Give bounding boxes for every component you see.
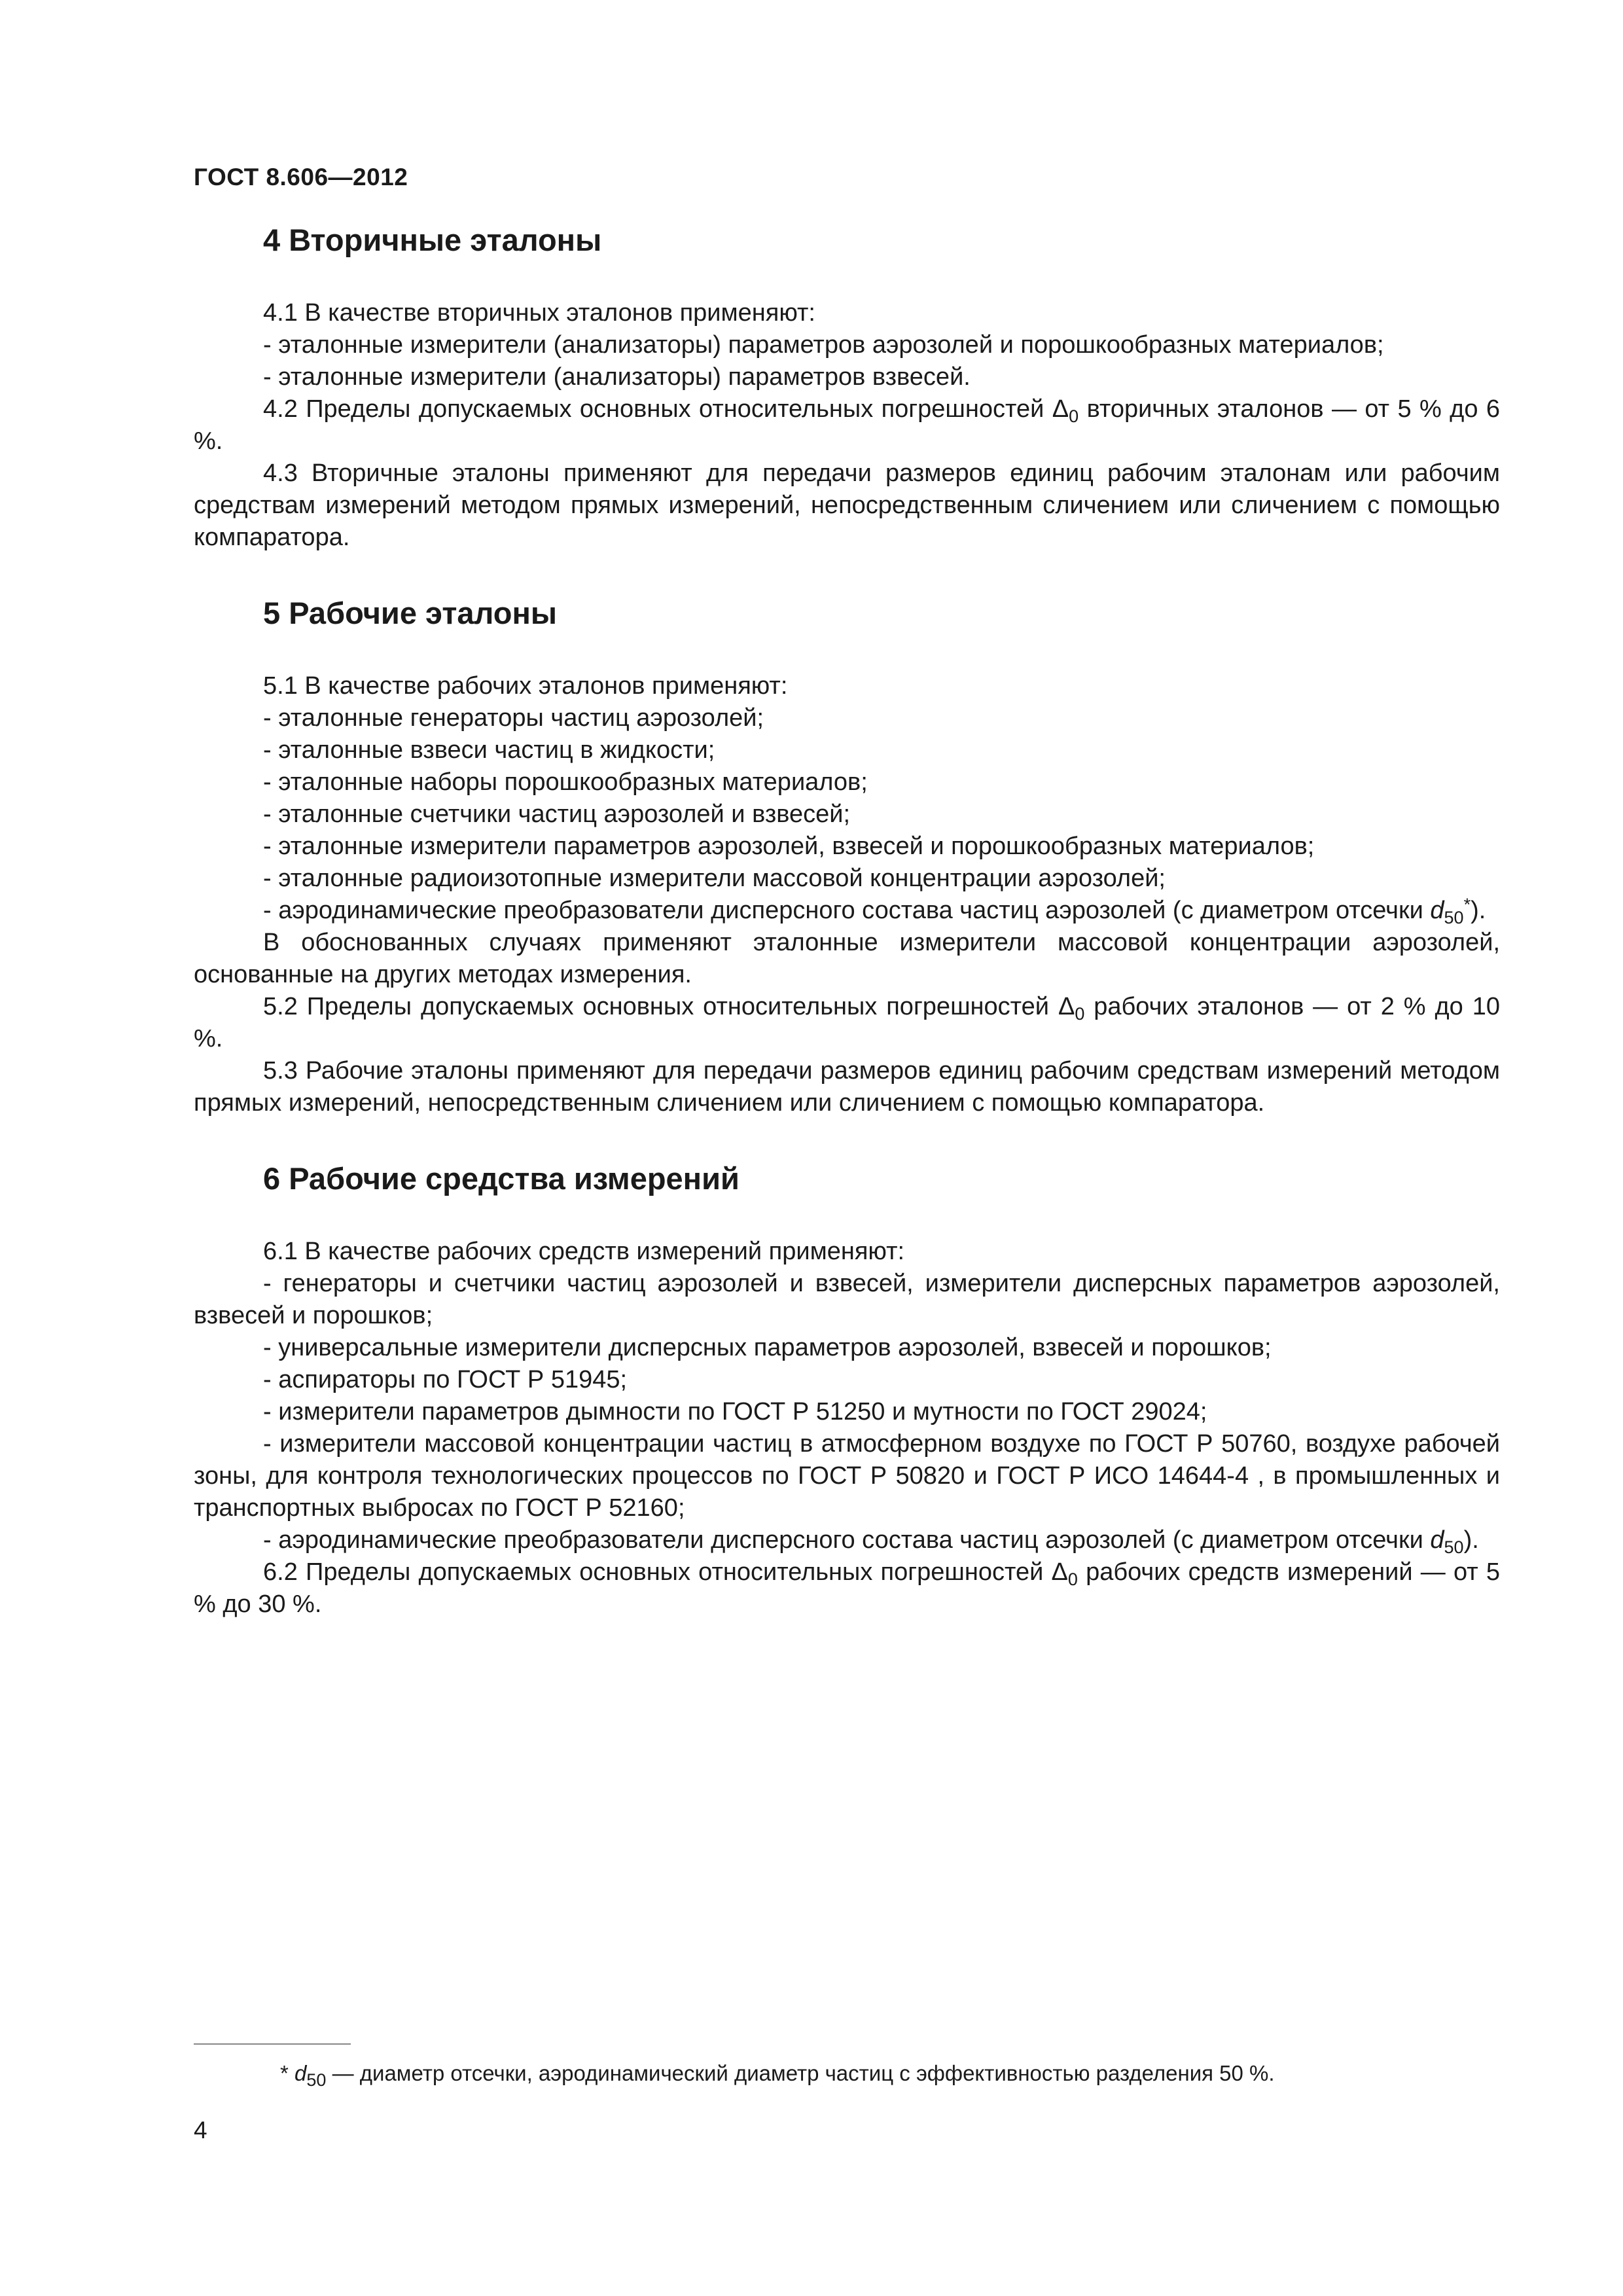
delta-subscript: 0	[1069, 406, 1079, 426]
d-subscript: 50	[1444, 1537, 1464, 1557]
section-5-title: 5 Рабочие эталоны	[263, 596, 557, 630]
section-6-title: 6 Рабочие средства измерений	[263, 1161, 740, 1196]
list-item: - измерители параметров дымности по ГОСТ Р 51250 и мутности по ГОСТ 29024;	[263, 1398, 1207, 1426]
delta-symbol: Δ	[1051, 1558, 1068, 1586]
delta-symbol: Δ	[1052, 395, 1069, 423]
footnote-marker: *	[1463, 895, 1471, 914]
list-item: - эталонные наборы порошкообразных материалов;	[263, 768, 868, 796]
footnote-divider	[194, 2043, 351, 2045]
footnote-text: — диаметр отсечки, аэродинамический диаметр частиц с эффективностью разделения 50 %.	[326, 2061, 1275, 2085]
paragraph-6-1: 6.1 В качестве рабочих средств измерений применяют:	[263, 1238, 905, 1265]
list-item	[194, 1524, 1500, 1556]
delta-subscript: 0	[1075, 1004, 1085, 1024]
text-run: - аэродинамические преобразователи дисперсного состава частиц аэрозолей (с диаметром отсечки	[263, 897, 1431, 924]
list-item: - эталонные измерители параметров аэрозолей, взвесей и порошкообразных материалов;	[263, 833, 1315, 860]
section-6	[194, 1160, 1500, 1621]
list-item: - генераторы и счетчики частиц аэрозолей и взвесей, измерители дисперсных параметров аэрозолей, взвесей и порошков;	[194, 1270, 1500, 1329]
text-run: 5.2 Пределы допускаемых основных относительных погрешностей	[263, 993, 1058, 1020]
document-id-header: ГОСТ 8.606—2012	[194, 164, 408, 190]
page-number: 4	[194, 2117, 207, 2144]
list-item: - эталонные счетчики частиц аэрозолей и взвесей;	[263, 800, 851, 828]
paragraph-5-3: 5.3 Рабочие эталоны применяют для передачи размеров единиц рабочим средствам измерений методом прямых измерений, непосредственным сличением или сличением с помощью компаратора.	[194, 1057, 1500, 1117]
list-item	[194, 895, 1500, 927]
document-body	[194, 221, 1500, 1661]
d-subscript: 50	[306, 2070, 327, 2090]
footnote-marker: *	[280, 2061, 295, 2085]
list-item: - измерители массовой концентрации частиц в атмосферном воздухе по ГОСТ Р 50760, воздухе рабочей зоны, для контроля технологических процессов по ГОСТ Р 50820 и ГОСТ Р ИСО 14644-4 , в промышленных и транспортных выбросах по ГОСТ Р 52160;	[194, 1430, 1500, 1522]
list-item: - эталонные генераторы частиц аэрозолей;	[263, 704, 764, 732]
paragraph-5-2	[194, 991, 1500, 1055]
paragraph-4-3: 4.3 Вторичные эталоны применяют для передачи размеров единиц рабочим эталонам или рабочим средствам измерений методом прямых измерений, непосредственным сличением или сличением с помощью компаратора.	[194, 459, 1500, 551]
list-item: - аспираторы по ГОСТ Р 51945;	[263, 1366, 628, 1393]
delta-symbol: Δ	[1058, 993, 1075, 1020]
list-item: - эталонные радиоизотопные измерители массовой концентрации аэрозолей;	[263, 865, 1166, 892]
list-item: - универсальные измерители дисперсных параметров аэрозолей, взвесей и порошков;	[263, 1334, 1272, 1361]
paragraph-note: В обоснованных случаях применяют эталонные измерители массовой концентрации аэрозолей, основанные на других методах измерения.	[194, 929, 1500, 988]
text-run: 4.2 Пределы допускаемых основных относительных погрешностей	[263, 395, 1052, 423]
d-symbol: d	[1430, 897, 1444, 924]
section-4	[194, 221, 1500, 554]
paragraph-4-2	[194, 393, 1500, 457]
list-item: - эталонные взвеси частиц в жидкости;	[263, 736, 715, 764]
list-item: - эталонные измерители (анализаторы) параметров аэрозолей и порошкообразных материалов;	[263, 331, 1384, 359]
text-run: ).	[1471, 897, 1486, 924]
d-subscript: 50	[1444, 908, 1464, 927]
text-run: рабочих эталонов — от 2 % до 10 %.	[194, 993, 1500, 1052]
text-run: вторичных эталонов — от 5 % до 6 %.	[194, 395, 1501, 455]
d-symbol: d	[294, 2061, 307, 2085]
paragraph-4-1: 4.1 В качестве вторичных эталонов применяют:	[263, 299, 815, 327]
d-symbol: d	[1430, 1526, 1444, 1554]
section-4-title: 4 Вторичные эталоны	[263, 223, 602, 257]
list-item: - эталонные измерители (анализаторы) параметров взвесей.	[263, 363, 971, 391]
text-run: ).	[1463, 1526, 1479, 1554]
paragraph-6-2	[194, 1556, 1500, 1621]
text-run: - аэродинамические преобразователи дисперсного состава частиц аэрозолей (с диаметром отсечки	[263, 1526, 1431, 1554]
text-run: 6.2 Пределы допускаемых основных относительных погрешностей	[263, 1558, 1052, 1586]
footnote	[280, 2059, 1275, 2088]
delta-subscript: 0	[1067, 1570, 1078, 1589]
paragraph-5-1: 5.1 В качестве рабочих эталонов применяют:	[263, 672, 788, 700]
text-run: рабочих средств измерений — от 5 % до 30 %.	[194, 1558, 1500, 1618]
section-5	[194, 594, 1500, 1119]
